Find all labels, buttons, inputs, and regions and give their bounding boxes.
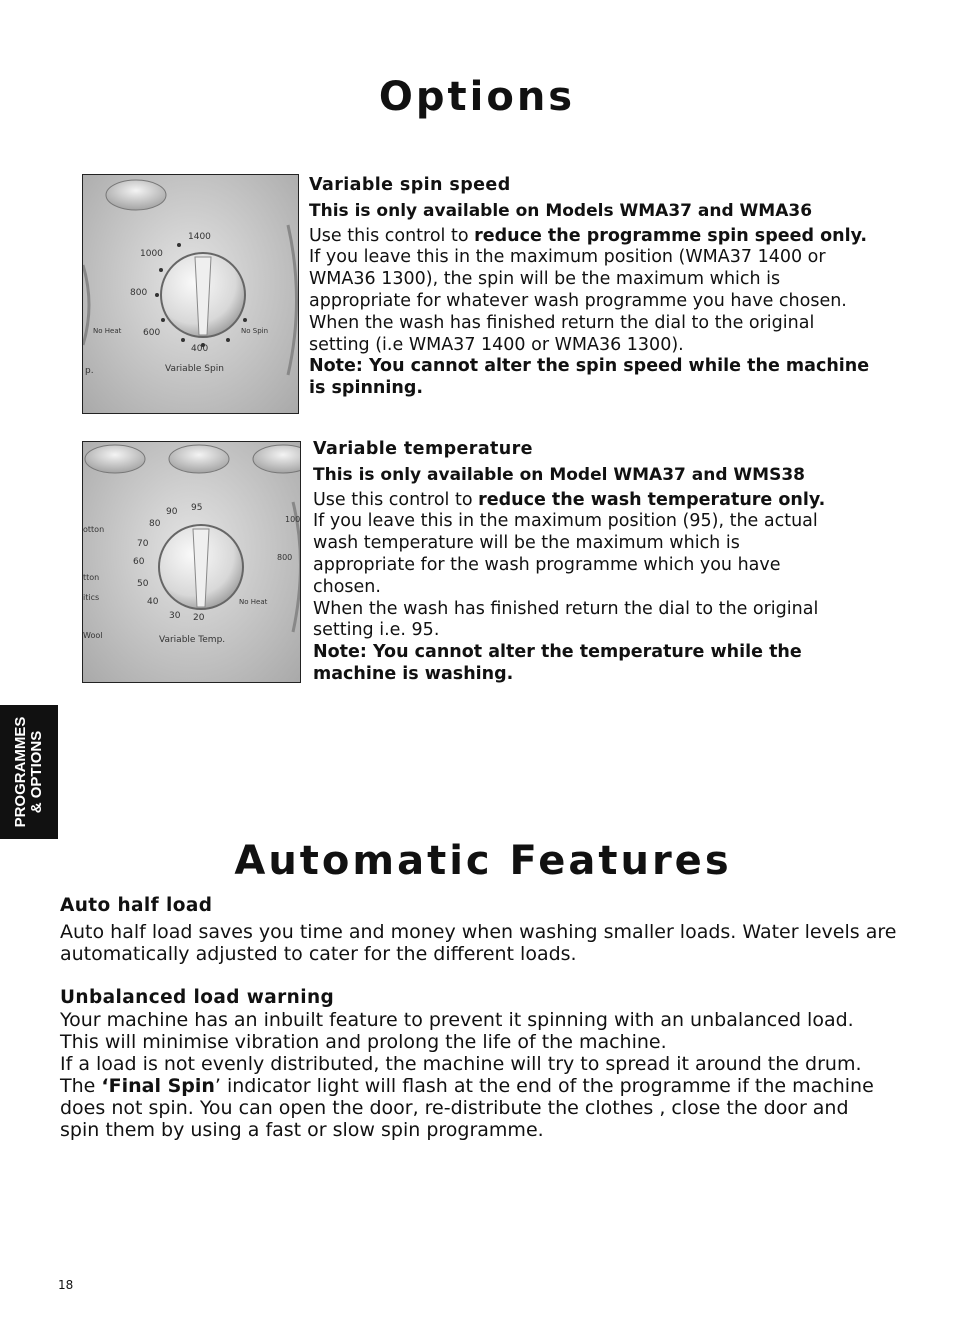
panel-button-icon xyxy=(106,180,166,210)
unbalanced-load-heading: Unbalanced load warning xyxy=(60,987,335,1008)
auto-half-load-section xyxy=(60,895,910,965)
unbalanced-load-section xyxy=(60,987,910,1141)
final-spin-label: ‘Final Spin xyxy=(101,1075,215,1097)
panel-button-icon xyxy=(169,445,229,473)
unbalanced-line: This will minimise vibration and prolong the life of the machine. xyxy=(60,1031,667,1053)
spin-body-line: When the wash has finished return the dial to the original xyxy=(309,312,815,333)
temp-dial-photo xyxy=(82,441,301,683)
svg-text:80: 80 xyxy=(149,519,161,529)
svg-text:No Heat: No Heat xyxy=(93,327,122,335)
svg-text:No Heat: No Heat xyxy=(239,598,268,606)
spin-heading: Variable spin speed xyxy=(309,175,511,195)
unbalanced-line: does not spin. You can open the door, re-distribute the clothes , close the door and xyxy=(60,1097,849,1119)
options-title: Options xyxy=(378,74,576,120)
svg-text:400: 400 xyxy=(191,344,209,354)
section-side-tab xyxy=(0,705,58,839)
unbalanced-line: If a load is not evenly distributed, the machine will try to spread it around the drum. xyxy=(60,1053,862,1075)
svg-text:800: 800 xyxy=(277,553,293,562)
svg-text:800: 800 xyxy=(130,288,148,298)
auto-half-load-line: automatically adjusted to cater for the different loads. xyxy=(60,943,577,965)
svg-text:50: 50 xyxy=(137,579,149,589)
side-tab-line: & OPTIONS xyxy=(28,730,45,814)
automatic-features-title: Automatic Features xyxy=(234,838,732,884)
spin-note-line: is spinning. xyxy=(309,378,423,399)
temp-body-line: wash temperature will be the maximum which is xyxy=(313,533,740,554)
final-spin-line: The ‘Final Spin’ indicator light will flash at the end of the programme if the machine xyxy=(60,1075,874,1097)
temp-note-line: machine is washing. xyxy=(313,663,514,684)
unbalanced-line: spin them by using a fast or slow spin programme. xyxy=(60,1119,544,1141)
panel-button-icon xyxy=(85,445,145,473)
temp-body-line: chosen. xyxy=(313,576,381,597)
temp-section xyxy=(313,439,913,686)
svg-text:70: 70 xyxy=(137,539,149,549)
svg-text:60: 60 xyxy=(133,557,145,567)
spin-note-line: Note: You cannot alter the spin speed while the machine xyxy=(309,356,870,377)
svg-text:95: 95 xyxy=(191,503,203,513)
side-tab-line: PROGRAMMES xyxy=(12,716,29,828)
svg-text:20: 20 xyxy=(193,613,205,623)
svg-text:600: 600 xyxy=(143,328,161,338)
svg-text:1000: 1000 xyxy=(140,249,163,259)
spin-dial-photo xyxy=(82,174,299,414)
spin-body-line: appropriate for whatever wash programme you have chosen. xyxy=(309,290,847,311)
temp-body-line: setting i.e. 95. xyxy=(313,620,440,641)
spin-intro: Use this control to reduce the programme spin speed only. xyxy=(309,225,868,246)
svg-text:Variable Spin: Variable Spin xyxy=(165,364,224,374)
svg-text:40: 40 xyxy=(147,597,159,607)
svg-text:1400: 1400 xyxy=(188,232,211,242)
page-number: 18 xyxy=(58,1278,74,1292)
spin-body-line: setting (i.e WMA37 1400 or WMA36 1300). xyxy=(309,334,684,355)
auto-half-load-heading: Auto half load xyxy=(60,895,213,916)
auto-half-load-line: Auto half load saves you time and money when washing smaller loads. Water levels are xyxy=(60,921,897,943)
temp-body-line: appropriate for the wash programme which you have xyxy=(313,554,781,575)
svg-text:tton: tton xyxy=(83,573,100,582)
spin-body-line: If you leave this in the maximum position (WMA37 1400 or xyxy=(309,247,826,268)
svg-text:100: 100 xyxy=(285,515,300,524)
spin-availability: This is only available on Models WMA37 and WMA36 xyxy=(309,200,813,221)
svg-text:otton: otton xyxy=(83,525,105,534)
spin-body-line: WMA36 1300), the spin will be the maximum which is xyxy=(309,269,781,290)
temp-intro: Use this control to reduce the wash temperature only. xyxy=(313,489,826,510)
temp-note-line: Note: You cannot alter the temperature while the xyxy=(313,642,802,663)
svg-text:Wool: Wool xyxy=(83,631,103,640)
temp-heading: Variable temperature xyxy=(313,439,533,459)
svg-text:No Spin: No Spin xyxy=(241,327,269,335)
temp-body-line: If you leave this in the maximum position (95), the actual xyxy=(313,511,818,532)
unbalanced-line: Your machine has an inbuilt feature to prevent it spinning with an unbalanced load. xyxy=(60,1009,854,1031)
svg-text:p.: p. xyxy=(85,366,94,376)
temp-availability: This is only available on Model WMA37 and WMS38 xyxy=(313,464,806,485)
svg-text:30: 30 xyxy=(169,611,181,621)
svg-text:itics: itics xyxy=(83,593,100,602)
svg-text:90: 90 xyxy=(166,507,178,517)
spin-section xyxy=(309,175,909,400)
svg-text:Variable Temp.: Variable Temp. xyxy=(159,635,226,645)
temp-body-line: When the wash has finished return the dial to the original xyxy=(313,598,819,619)
panel-button-icon xyxy=(253,445,300,473)
